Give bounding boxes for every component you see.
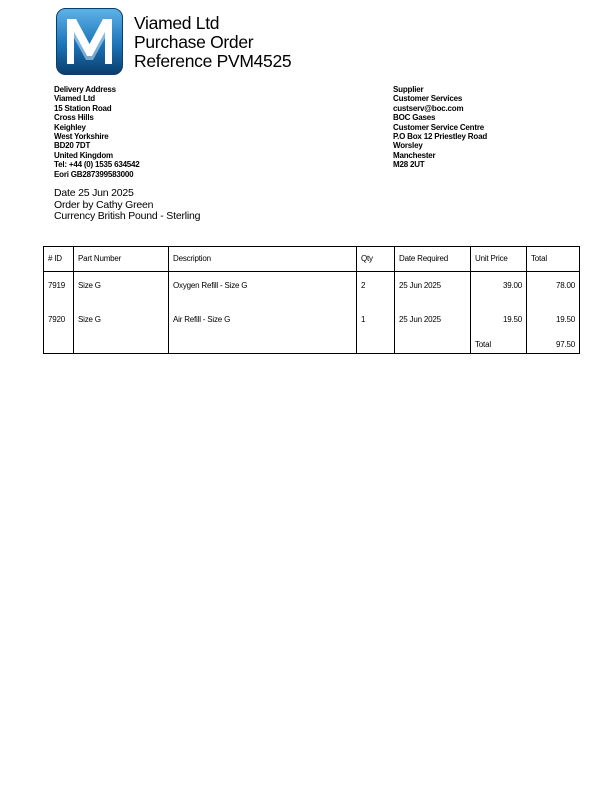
cell-empty — [169, 334, 357, 354]
cell-part-number: Size G — [74, 307, 169, 334]
delivery-address — [54, 85, 140, 179]
delivery-phone: Tel: +44 (0) 1535 634542 — [54, 160, 140, 170]
delivery-line: Cross Hills — [54, 113, 94, 123]
table-row — [44, 271, 580, 306]
cell-unit-price: 19.50 — [471, 307, 527, 334]
delivery-heading: Delivery Address — [54, 85, 116, 94]
column-header-part-number: Part Number — [74, 247, 169, 272]
supplier-line: Customer Services — [393, 94, 463, 104]
cell-qty: 2 — [357, 271, 395, 306]
column-header-date-required: Date Required — [395, 247, 471, 272]
supplier-line: Worsley — [393, 141, 423, 151]
cell-date-required: 25 Jun 2025 — [395, 307, 471, 334]
cell-empty — [74, 334, 169, 354]
cell-empty — [395, 334, 471, 354]
delivery-line: Keighley — [54, 122, 86, 132]
column-header-unit-price: Unit Price — [471, 247, 527, 272]
supplier-line: Customer Service Centre — [393, 122, 484, 132]
company-logo — [56, 8, 123, 75]
order-by: Order by Cathy Green — [54, 198, 154, 211]
supplier-address — [393, 85, 487, 170]
supplier-email: custserv@boc.com — [393, 103, 464, 113]
total-label: Total — [471, 334, 527, 354]
table-total-row — [44, 334, 580, 354]
order-date: Date 25 Jun 2025 — [54, 187, 134, 199]
cell-description: Air Refill - Size G — [169, 307, 357, 334]
supplier-line: BOC Gases — [393, 113, 436, 123]
order-reference: Reference PVM4525 — [134, 51, 292, 71]
order-meta — [54, 188, 200, 223]
cell-part-number: Size G — [74, 271, 169, 306]
supplier-heading: Supplier — [393, 85, 424, 94]
cell-total: 19.50 — [527, 307, 580, 334]
delivery-line: BD20 7DT — [54, 141, 91, 151]
order-currency: Currency British Pound - Sterling — [54, 210, 201, 223]
delivery-eori: Eori GB287399583000 — [54, 169, 134, 179]
company-name: Viamed Ltd — [134, 13, 220, 33]
cell-id: 7919 — [44, 271, 74, 306]
cell-qty: 1 — [357, 307, 395, 334]
delivery-line: 15 Station Road — [54, 103, 112, 113]
supplier-line: M28 2UT — [393, 160, 425, 170]
delivery-line: Viamed Ltd — [54, 94, 95, 104]
table-header-row — [44, 247, 580, 272]
delivery-line: United Kingdom — [54, 150, 113, 160]
cell-description: Oxygen Refill - Size G — [169, 271, 357, 306]
column-header-id: # ID — [44, 247, 74, 272]
column-header-description: Description — [169, 247, 357, 272]
cell-empty — [357, 334, 395, 354]
delivery-line: West Yorkshire — [54, 132, 109, 142]
grand-total-value: 97.50 — [527, 334, 580, 354]
order-items-table — [43, 246, 580, 354]
supplier-line: P.O Box 12 Priestley Road — [393, 132, 488, 142]
document-type: Purchase Order — [134, 32, 254, 52]
cell-total: 78.00 — [527, 271, 580, 306]
viamed-logo-icon — [56, 8, 123, 75]
column-header-total: Total — [527, 247, 580, 272]
document-title — [134, 14, 291, 71]
column-header-qty: Qty — [357, 247, 395, 272]
cell-unit-price: 39.00 — [471, 271, 527, 306]
cell-date-required: 25 Jun 2025 — [395, 271, 471, 306]
cell-id: 7920 — [44, 307, 74, 334]
supplier-line: Manchester — [393, 150, 436, 160]
cell-empty — [44, 334, 74, 354]
table-row — [44, 307, 580, 334]
